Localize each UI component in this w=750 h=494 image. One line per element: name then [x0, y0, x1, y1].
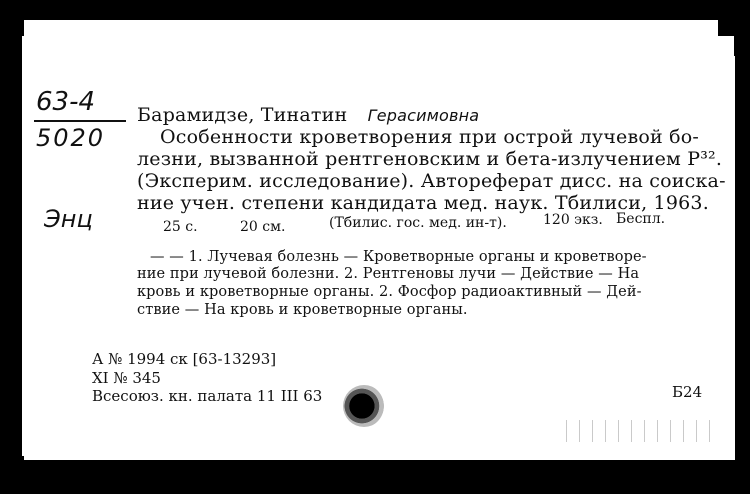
scan-speckles — [560, 420, 710, 442]
subject-line-4: ствие — На кровь и кроветворные органы. — [137, 302, 468, 318]
entry-line-2: лезни, вызванной рентгеновским и бета-излучением P³². — [137, 148, 723, 170]
entry-line-1: Особенности кроветворения при острой лучевой бо- — [160, 126, 700, 148]
price: Беспл. — [616, 211, 666, 227]
volume-number: XI № 345 — [92, 369, 161, 387]
subject-line-1: — — 1. Лучевая болезнь — Кроветворные органы и кроветворе- — [150, 249, 647, 265]
record-number: А № 1994 ск [63-13293] — [92, 350, 277, 368]
copies: 120 экз. — [543, 212, 603, 228]
author-patronymic-handwritten: Герасимовна — [367, 106, 480, 125]
entry-line-4: ние учен. степени кандидата мед. наук. Тбилиси, 1963. — [137, 192, 709, 214]
entry-line-3: (Эксперим. исследование). Автореферат дисс. на соиска- — [137, 170, 726, 192]
author-name: Барамидзе, Тинатин — [137, 104, 348, 126]
author-line — [137, 104, 479, 126]
subject-line-2: ние при лучевой болезни. 2. Рентгеновы лучи — Действие — На — [137, 266, 640, 282]
institution: (Тбилис. гос. мед. ин-т). — [329, 215, 507, 231]
call-number-top: 63-4 — [36, 87, 96, 117]
call-number-rule — [34, 120, 126, 122]
call-number-bottom: 5020 — [36, 124, 106, 152]
pages: 25 с. — [163, 219, 198, 235]
scan-border-top — [0, 0, 750, 20]
scan-border-bottom — [0, 460, 750, 494]
punch-hole-stamp — [343, 385, 385, 427]
classification-code: Б24 — [672, 383, 703, 401]
subject-line-3: кровь и кроветворные органы. 2. Фосфор радиоактивный — Дей- — [137, 284, 642, 300]
side-note: Энц — [44, 205, 93, 233]
scan-border-left — [0, 0, 24, 494]
scan-border-right — [735, 0, 750, 494]
size: 20 см. — [240, 219, 286, 235]
publisher-line: Всесоюз. кн. палата 11 III 63 — [92, 387, 323, 405]
